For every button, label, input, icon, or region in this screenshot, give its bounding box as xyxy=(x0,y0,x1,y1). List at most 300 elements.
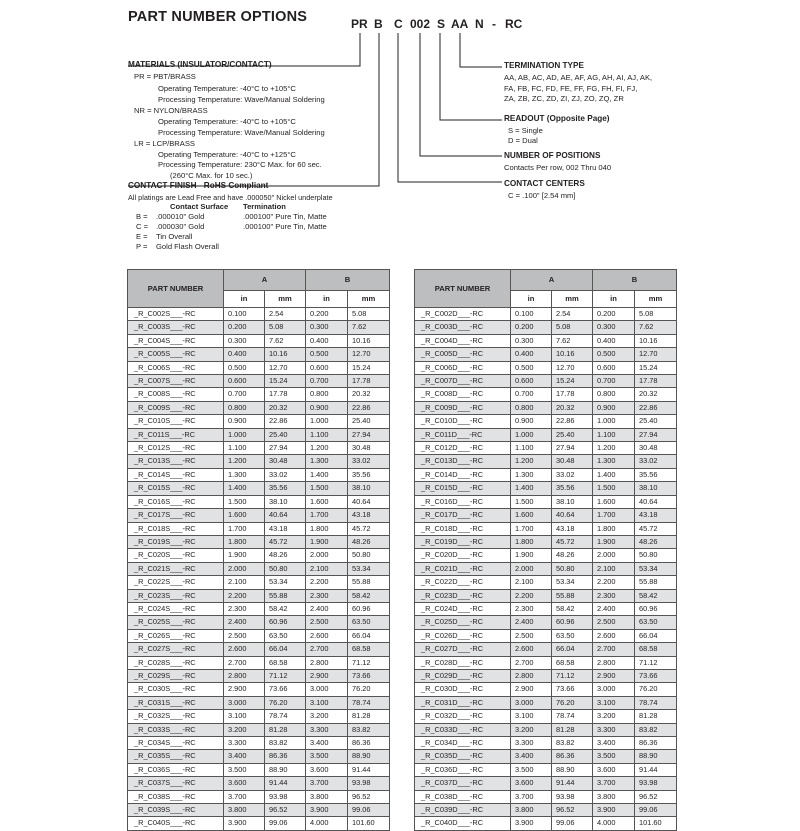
part-number-cell: _R_C009S___-RC xyxy=(128,401,224,414)
a-mm-cell: 96.52 xyxy=(265,804,306,817)
table-row xyxy=(415,415,677,428)
b-in-cell: 2.200 xyxy=(593,576,635,589)
part-number-cell: _R_C037S___-RC xyxy=(128,777,224,790)
b-mm-cell: 93.98 xyxy=(635,777,677,790)
table-row xyxy=(415,656,677,669)
table-row xyxy=(415,388,677,401)
b-in-cell: 3.400 xyxy=(593,737,635,750)
materials-line: Operating Temperature: -40°C to +125°C xyxy=(158,150,296,159)
part-number-cell: _R_C011S___-RC xyxy=(128,428,224,441)
unit-in-header: in xyxy=(306,291,348,308)
b-mm-cell: 71.12 xyxy=(635,656,677,669)
a-mm-cell: 50.80 xyxy=(552,562,593,575)
a-in-cell: 3.100 xyxy=(511,710,552,723)
a-in-cell: 3.900 xyxy=(224,817,265,830)
a-in-cell: 3.800 xyxy=(511,804,552,817)
a-mm-cell: 40.64 xyxy=(552,509,593,522)
b-mm-cell: 33.02 xyxy=(635,455,677,468)
b-mm-cell: 101.60 xyxy=(635,817,677,830)
b-in-cell: 3.900 xyxy=(593,804,635,817)
a-in-cell: 3.600 xyxy=(511,777,552,790)
finish-termination: .000100" Pure Tin, Matte xyxy=(243,222,327,231)
dim-b-header: B xyxy=(306,270,390,291)
a-mm-cell: 43.18 xyxy=(265,522,306,535)
finish-surface: Tin Overall xyxy=(156,232,193,241)
b-in-cell: 1.900 xyxy=(306,535,348,548)
b-in-cell: 0.300 xyxy=(593,321,635,334)
table-row xyxy=(128,602,390,615)
b-mm-cell: 81.28 xyxy=(348,710,390,723)
b-mm-cell: 63.50 xyxy=(348,616,390,629)
b-mm-cell: 71.12 xyxy=(348,656,390,669)
a-mm-cell: 40.64 xyxy=(265,509,306,522)
a-in-cell: 1.800 xyxy=(224,535,265,548)
table-row xyxy=(415,468,677,481)
table-row xyxy=(128,442,390,455)
a-mm-cell: 81.28 xyxy=(265,723,306,736)
b-mm-cell: 45.72 xyxy=(348,522,390,535)
b-in-cell: 3.000 xyxy=(306,683,348,696)
b-mm-cell: 15.24 xyxy=(348,361,390,374)
table-row xyxy=(415,562,677,575)
a-mm-cell: 35.56 xyxy=(552,482,593,495)
b-mm-cell: 60.96 xyxy=(635,602,677,615)
pn-rc: RC xyxy=(505,17,523,31)
table-row xyxy=(415,361,677,374)
b-mm-cell: 15.24 xyxy=(635,361,677,374)
table-row xyxy=(415,442,677,455)
a-in-cell: 2.000 xyxy=(511,562,552,575)
b-mm-cell: 55.88 xyxy=(635,576,677,589)
b-mm-cell: 40.64 xyxy=(635,495,677,508)
b-mm-cell: 88.90 xyxy=(348,750,390,763)
a-mm-cell: 10.16 xyxy=(265,348,306,361)
a-mm-cell: 25.40 xyxy=(265,428,306,441)
a-in-cell: 0.700 xyxy=(511,388,552,401)
b-mm-cell: 53.34 xyxy=(348,562,390,575)
table-row xyxy=(415,482,677,495)
b-in-cell: 2.600 xyxy=(306,629,348,642)
a-in-cell: 2.200 xyxy=(224,589,265,602)
dual-readout-table xyxy=(414,269,677,831)
part-number-cell: _R_C040S___-RC xyxy=(128,817,224,830)
b-mm-cell: 35.56 xyxy=(635,468,677,481)
b-in-cell: 1.100 xyxy=(593,428,635,441)
part-number-cell: _R_C016D___-RC xyxy=(415,495,511,508)
a-in-cell: 2.400 xyxy=(511,616,552,629)
materials-heading: MATERIALS (INSULATOR/CONTACT) xyxy=(128,60,272,69)
a-in-cell: 3.000 xyxy=(511,696,552,709)
a-mm-cell: 68.58 xyxy=(552,656,593,669)
b-mm-cell: 66.04 xyxy=(635,629,677,642)
table-row xyxy=(415,696,677,709)
part-number-cell: _R_C025S___-RC xyxy=(128,616,224,629)
b-mm-cell: 93.98 xyxy=(348,777,390,790)
b-mm-cell: 50.80 xyxy=(635,549,677,562)
pn-dash: - xyxy=(492,17,496,31)
a-mm-cell: 25.40 xyxy=(552,428,593,441)
a-in-cell: 2.100 xyxy=(224,576,265,589)
a-in-cell: 0.300 xyxy=(511,334,552,347)
a-in-cell: 3.000 xyxy=(224,696,265,709)
pn-n: N xyxy=(475,17,484,31)
part-number-cell: _R_C010S___-RC xyxy=(128,415,224,428)
leader-lines xyxy=(0,0,800,260)
b-mm-cell: 30.48 xyxy=(635,442,677,455)
part-number-cell: _R_C013S___-RC xyxy=(128,455,224,468)
b-in-cell: 3.000 xyxy=(593,683,635,696)
b-in-cell: 1.300 xyxy=(306,455,348,468)
b-mm-cell: 78.74 xyxy=(635,696,677,709)
contact-finish-heading: CONTACT FINISH - RoHS Compliant xyxy=(128,181,269,190)
b-mm-cell: 101.60 xyxy=(348,817,390,830)
b-mm-cell: 35.56 xyxy=(348,468,390,481)
finish-code: C = xyxy=(136,222,149,231)
b-in-cell: 0.600 xyxy=(306,361,348,374)
part-number-cell: _R_C004S___-RC xyxy=(128,334,224,347)
b-mm-cell: 30.48 xyxy=(348,442,390,455)
b-mm-cell: 58.42 xyxy=(635,589,677,602)
a-in-cell: 2.300 xyxy=(511,602,552,615)
table-row xyxy=(415,669,677,682)
a-mm-cell: 12.70 xyxy=(265,361,306,374)
materials-line: Operating Temperature: -40°C to +105°C xyxy=(158,84,296,93)
a-mm-cell: 78.74 xyxy=(265,710,306,723)
b-in-cell: 2.400 xyxy=(306,602,348,615)
b-mm-cell: 38.10 xyxy=(348,482,390,495)
part-number-cell: _R_C026D___-RC xyxy=(415,629,511,642)
b-mm-cell: 53.34 xyxy=(635,562,677,575)
unit-in-header: in xyxy=(593,291,635,308)
termination-type-line: FA, FB, FC, FD, FE, FF, FG, FH, FI, FJ, xyxy=(504,84,638,93)
a-in-cell: 1.400 xyxy=(511,482,552,495)
b-mm-cell: 5.08 xyxy=(348,308,390,321)
a-mm-cell: 10.16 xyxy=(552,348,593,361)
part-number-cell: _R_C029D___-RC xyxy=(415,669,511,682)
b-mm-cell: 43.18 xyxy=(348,509,390,522)
a-mm-cell: 73.66 xyxy=(265,683,306,696)
a-mm-cell: 35.56 xyxy=(265,482,306,495)
part-number-cell: _R_C017D___-RC xyxy=(415,509,511,522)
a-in-cell: 2.900 xyxy=(511,683,552,696)
materials-line: PR = PBT/BRASS xyxy=(134,72,196,81)
a-in-cell: 3.400 xyxy=(224,750,265,763)
a-in-cell: 1.200 xyxy=(511,455,552,468)
table-row xyxy=(128,468,390,481)
b-in-cell: 1.700 xyxy=(593,509,635,522)
part-number-cell: _R_C018D___-RC xyxy=(415,522,511,535)
a-in-cell: 0.500 xyxy=(224,361,265,374)
b-mm-cell: 25.40 xyxy=(348,415,390,428)
a-mm-cell: 55.88 xyxy=(265,589,306,602)
a-mm-cell: 17.78 xyxy=(552,388,593,401)
table-row xyxy=(128,535,390,548)
a-mm-cell: 30.48 xyxy=(265,455,306,468)
materials-line: Operating Temperature: -40°C to +105°C xyxy=(158,117,296,126)
a-in-cell: 1.900 xyxy=(511,549,552,562)
b-in-cell: 0.300 xyxy=(306,321,348,334)
b-in-cell: 3.500 xyxy=(593,750,635,763)
a-mm-cell: 45.72 xyxy=(265,535,306,548)
a-mm-cell: 2.54 xyxy=(552,308,593,321)
a-in-cell: 1.400 xyxy=(224,482,265,495)
part-number-cell: _R_C015D___-RC xyxy=(415,482,511,495)
unit-mm-header: mm xyxy=(552,291,593,308)
b-in-cell: 0.200 xyxy=(593,308,635,321)
b-in-cell: 3.900 xyxy=(306,804,348,817)
b-mm-cell: 48.26 xyxy=(348,535,390,548)
b-mm-cell: 38.10 xyxy=(635,482,677,495)
b-in-cell: 2.700 xyxy=(306,643,348,656)
b-mm-cell: 55.88 xyxy=(348,576,390,589)
finish-code: B = xyxy=(136,212,148,221)
table-row xyxy=(128,763,390,776)
table-row xyxy=(128,669,390,682)
a-mm-cell: 91.44 xyxy=(265,777,306,790)
part-number-cell: _R_C003D___-RC xyxy=(415,321,511,334)
b-in-cell: 3.500 xyxy=(306,750,348,763)
b-in-cell: 3.300 xyxy=(593,723,635,736)
table-row xyxy=(415,643,677,656)
a-mm-cell: 78.74 xyxy=(552,710,593,723)
a-mm-cell: 20.32 xyxy=(265,401,306,414)
a-in-cell: 1.700 xyxy=(224,522,265,535)
table-row xyxy=(415,308,677,321)
b-in-cell: 3.700 xyxy=(306,777,348,790)
a-mm-cell: 68.58 xyxy=(265,656,306,669)
a-in-cell: 2.600 xyxy=(511,643,552,656)
finish-surface: .000030" Gold xyxy=(156,222,205,231)
a-in-cell: 2.500 xyxy=(511,629,552,642)
part-number-cell: _R_C023D___-RC xyxy=(415,589,511,602)
part-number-cell: _R_C002D___-RC xyxy=(415,308,511,321)
readout-line: D = Dual xyxy=(508,136,538,145)
b-mm-cell: 68.58 xyxy=(348,643,390,656)
a-in-cell: 2.500 xyxy=(224,629,265,642)
b-mm-cell: 68.58 xyxy=(635,643,677,656)
a-mm-cell: 66.04 xyxy=(552,643,593,656)
table-row xyxy=(128,683,390,696)
a-in-cell: 1.300 xyxy=(224,468,265,481)
b-in-cell: 1.900 xyxy=(593,535,635,548)
part-number-cell: _R_C033D___-RC xyxy=(415,723,511,736)
b-in-cell: 2.900 xyxy=(306,669,348,682)
a-mm-cell: 71.12 xyxy=(552,669,593,682)
table-row xyxy=(128,737,390,750)
b-in-cell: 1.000 xyxy=(593,415,635,428)
part-number-cell: _R_C013D___-RC xyxy=(415,455,511,468)
contact-surface-header: Contact Surface xyxy=(170,202,229,211)
a-in-cell: 3.500 xyxy=(511,763,552,776)
b-in-cell: 0.900 xyxy=(306,401,348,414)
finish-code: E = xyxy=(136,232,148,241)
finish-code: P = xyxy=(136,242,148,251)
table-row xyxy=(128,723,390,736)
table-row xyxy=(128,428,390,441)
b-in-cell: 1.400 xyxy=(593,468,635,481)
table-row xyxy=(415,683,677,696)
table-row xyxy=(415,763,677,776)
part-number-cell: _R_C024D___-RC xyxy=(415,602,511,615)
a-in-cell: 1.500 xyxy=(511,495,552,508)
a-in-cell: 1.200 xyxy=(224,455,265,468)
centers-line: C = .100" [2.54 mm] xyxy=(508,191,576,200)
b-in-cell: 1.500 xyxy=(306,482,348,495)
table-row xyxy=(415,750,677,763)
b-mm-cell: 50.80 xyxy=(348,549,390,562)
b-mm-cell: 10.16 xyxy=(348,334,390,347)
b-in-cell: 1.700 xyxy=(306,509,348,522)
part-number-cell: _R_C016S___-RC xyxy=(128,495,224,508)
part-number-cell: _R_C008D___-RC xyxy=(415,388,511,401)
a-mm-cell: 63.50 xyxy=(265,629,306,642)
a-mm-cell: 91.44 xyxy=(552,777,593,790)
a-in-cell: 1.900 xyxy=(224,549,265,562)
positions-heading: NUMBER OF POSITIONS xyxy=(504,151,601,160)
a-in-cell: 1.000 xyxy=(511,428,552,441)
table-row xyxy=(128,401,390,414)
a-mm-cell: 76.20 xyxy=(552,696,593,709)
part-number-cell: _R_C017S___-RC xyxy=(128,509,224,522)
a-mm-cell: 81.28 xyxy=(552,723,593,736)
b-in-cell: 2.500 xyxy=(593,616,635,629)
part-number-cell: _R_C022S___-RC xyxy=(128,576,224,589)
a-in-cell: 1.800 xyxy=(511,535,552,548)
a-in-cell: 3.600 xyxy=(224,777,265,790)
part-number-cell: _R_C030D___-RC xyxy=(415,683,511,696)
part-number-cell: _R_C039D___-RC xyxy=(415,804,511,817)
a-in-cell: 2.300 xyxy=(224,602,265,615)
part-number-cell: _R_C036S___-RC xyxy=(128,763,224,776)
page-title: PART NUMBER OPTIONS xyxy=(128,9,308,25)
a-in-cell: 1.300 xyxy=(511,468,552,481)
part-number-cell: _R_C020D___-RC xyxy=(415,549,511,562)
part-number-header: PART NUMBER xyxy=(415,270,511,308)
b-mm-cell: 96.52 xyxy=(635,790,677,803)
a-mm-cell: 63.50 xyxy=(552,629,593,642)
a-in-cell: 3.400 xyxy=(511,750,552,763)
a-mm-cell: 17.78 xyxy=(265,388,306,401)
b-in-cell: 3.800 xyxy=(593,790,635,803)
part-number-cell: _R_C012D___-RC xyxy=(415,442,511,455)
a-mm-cell: 58.42 xyxy=(265,602,306,615)
b-mm-cell: 99.06 xyxy=(635,804,677,817)
b-in-cell: 3.100 xyxy=(593,696,635,709)
b-mm-cell: 73.66 xyxy=(635,669,677,682)
a-mm-cell: 83.82 xyxy=(552,737,593,750)
a-mm-cell: 43.18 xyxy=(552,522,593,535)
pn-readout: S xyxy=(437,17,446,31)
table-row xyxy=(128,804,390,817)
table-row xyxy=(128,656,390,669)
b-mm-cell: 86.36 xyxy=(348,737,390,750)
table-row xyxy=(415,790,677,803)
part-number-cell: _R_C040D___-RC xyxy=(415,817,511,830)
table-row xyxy=(415,495,677,508)
b-mm-cell: 60.96 xyxy=(348,602,390,615)
table-row xyxy=(128,777,390,790)
a-in-cell: 3.300 xyxy=(511,737,552,750)
b-in-cell: 1.200 xyxy=(306,442,348,455)
a-mm-cell: 30.48 xyxy=(552,455,593,468)
materials-line: Processing Temperature: Wave/Manual Soldering xyxy=(158,95,325,104)
a-in-cell: 2.900 xyxy=(224,683,265,696)
termination-type-heading: TERMINATION TYPE xyxy=(504,61,584,70)
table-row xyxy=(128,321,390,334)
a-mm-cell: 53.34 xyxy=(265,576,306,589)
table-row xyxy=(128,455,390,468)
table-row xyxy=(415,375,677,388)
a-in-cell: 0.100 xyxy=(511,308,552,321)
b-mm-cell: 83.82 xyxy=(348,723,390,736)
table-row xyxy=(128,643,390,656)
part-number-cell: _R_C018S___-RC xyxy=(128,522,224,535)
table-row xyxy=(415,549,677,562)
dim-b-header: B xyxy=(593,270,677,291)
table-row xyxy=(415,817,677,830)
table-row xyxy=(128,710,390,723)
b-mm-cell: 5.08 xyxy=(635,308,677,321)
a-mm-cell: 20.32 xyxy=(552,401,593,414)
table-row xyxy=(128,790,390,803)
b-mm-cell: 25.40 xyxy=(635,415,677,428)
b-in-cell: 2.700 xyxy=(593,643,635,656)
pn-termination: AA xyxy=(451,17,469,31)
b-in-cell: 3.600 xyxy=(593,763,635,776)
table-row xyxy=(128,817,390,830)
finish-termination: .000100" Pure Tin, Matte xyxy=(243,212,327,221)
a-in-cell: 2.600 xyxy=(224,643,265,656)
a-mm-cell: 38.10 xyxy=(265,495,306,508)
a-in-cell: 3.700 xyxy=(511,790,552,803)
a-mm-cell: 27.94 xyxy=(265,442,306,455)
b-in-cell: 3.200 xyxy=(593,710,635,723)
table-row xyxy=(415,348,677,361)
b-mm-cell: 76.20 xyxy=(348,683,390,696)
part-number-cell: _R_C026S___-RC xyxy=(128,629,224,642)
table-row xyxy=(415,401,677,414)
b-in-cell: 2.100 xyxy=(593,562,635,575)
table-row xyxy=(415,509,677,522)
part-number-cell: _R_C031D___-RC xyxy=(415,696,511,709)
part-number-cell: _R_C032D___-RC xyxy=(415,710,511,723)
a-mm-cell: 73.66 xyxy=(552,683,593,696)
part-number-cell: _R_C035S___-RC xyxy=(128,750,224,763)
a-in-cell: 0.400 xyxy=(511,348,552,361)
b-in-cell: 2.800 xyxy=(306,656,348,669)
a-mm-cell: 2.54 xyxy=(265,308,306,321)
a-mm-cell: 15.24 xyxy=(265,375,306,388)
a-in-cell: 0.700 xyxy=(224,388,265,401)
b-mm-cell: 17.78 xyxy=(348,375,390,388)
b-in-cell: 0.400 xyxy=(306,334,348,347)
b-mm-cell: 73.66 xyxy=(348,669,390,682)
part-number-header: PART NUMBER xyxy=(128,270,224,308)
table-row xyxy=(128,562,390,575)
part-number-cell: _R_C038D___-RC xyxy=(415,790,511,803)
a-mm-cell: 93.98 xyxy=(552,790,593,803)
a-in-cell: 2.700 xyxy=(224,656,265,669)
part-number-cell: _R_C007D___-RC xyxy=(415,375,511,388)
b-in-cell: 1.300 xyxy=(593,455,635,468)
table-row xyxy=(415,737,677,750)
b-mm-cell: 17.78 xyxy=(635,375,677,388)
b-in-cell: 3.100 xyxy=(306,696,348,709)
table-row xyxy=(128,549,390,562)
b-mm-cell: 91.44 xyxy=(635,763,677,776)
b-in-cell: 2.400 xyxy=(593,602,635,615)
table-row xyxy=(128,375,390,388)
